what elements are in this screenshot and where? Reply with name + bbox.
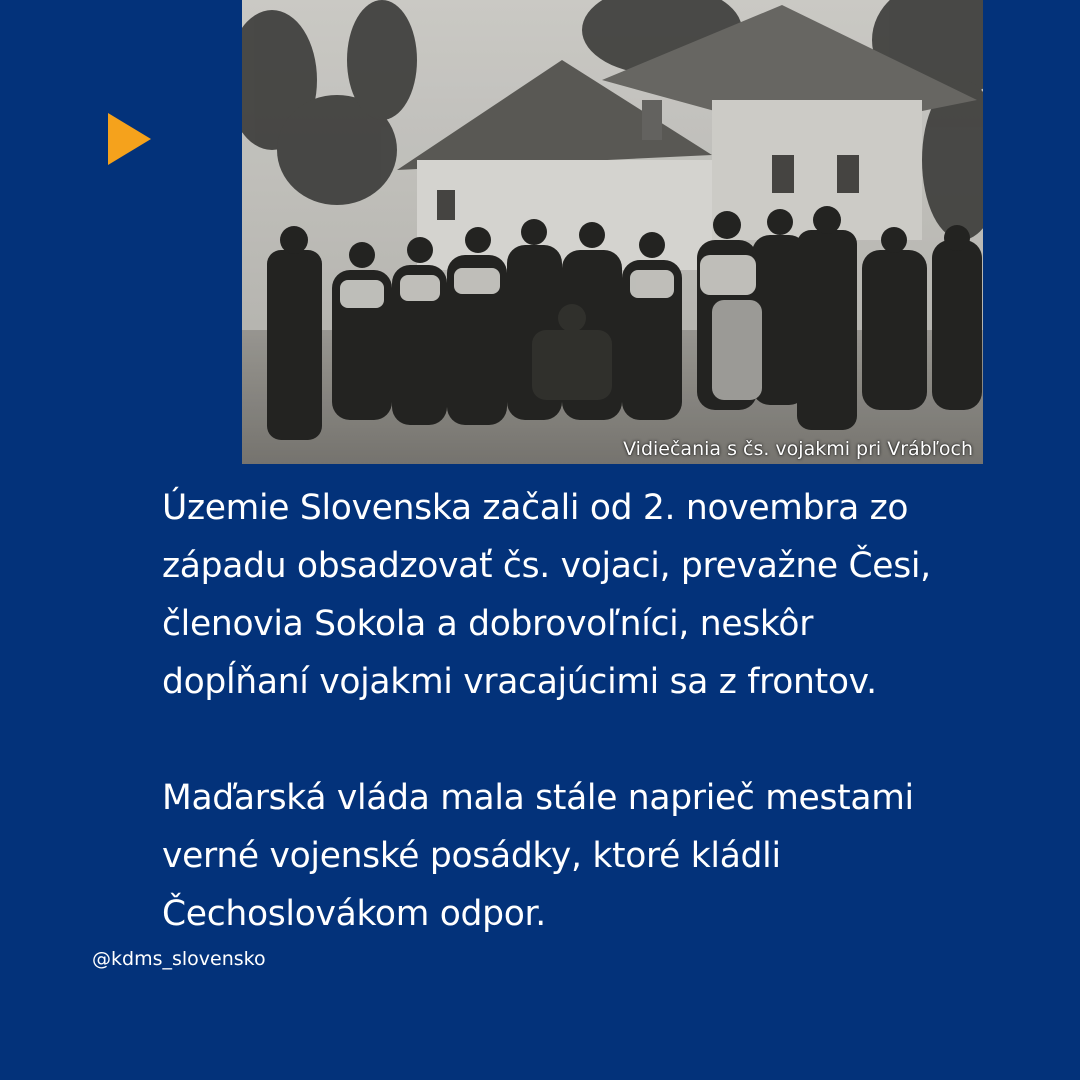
historical-photo	[242, 0, 983, 464]
paragraph-1	[162, 479, 1042, 711]
play-triangle-icon	[108, 113, 151, 165]
social-handle: @kdms_slovensko	[92, 948, 266, 970]
paragraph-2-line: Maďarská vláda mala stále naprieč mestami	[162, 778, 914, 818]
paragraph-1-line: dopĺňaní vojakmi vracajúcimi sa z frontov.	[162, 662, 877, 702]
paragraph-1-line: západu obsadzovať čs. vojaci, prevažne Česi,	[162, 546, 931, 586]
paragraph-1-line: Územie Slovenska začali od 2. novembra zo	[162, 488, 909, 528]
paragraph-1-line: členovia Sokola a dobrovoľníci, neskôr	[162, 604, 814, 644]
paragraph-2	[162, 769, 1042, 943]
photo-illustration	[242, 0, 983, 464]
body-text	[162, 479, 1042, 943]
paragraph-2-line: verné vojenské posádky, ktoré kládli	[162, 836, 781, 876]
photo-caption: Vidiečania s čs. vojakmi pri Vrábľoch	[623, 438, 973, 460]
paragraph-2-line: Čechoslovákom odpor.	[162, 894, 546, 934]
